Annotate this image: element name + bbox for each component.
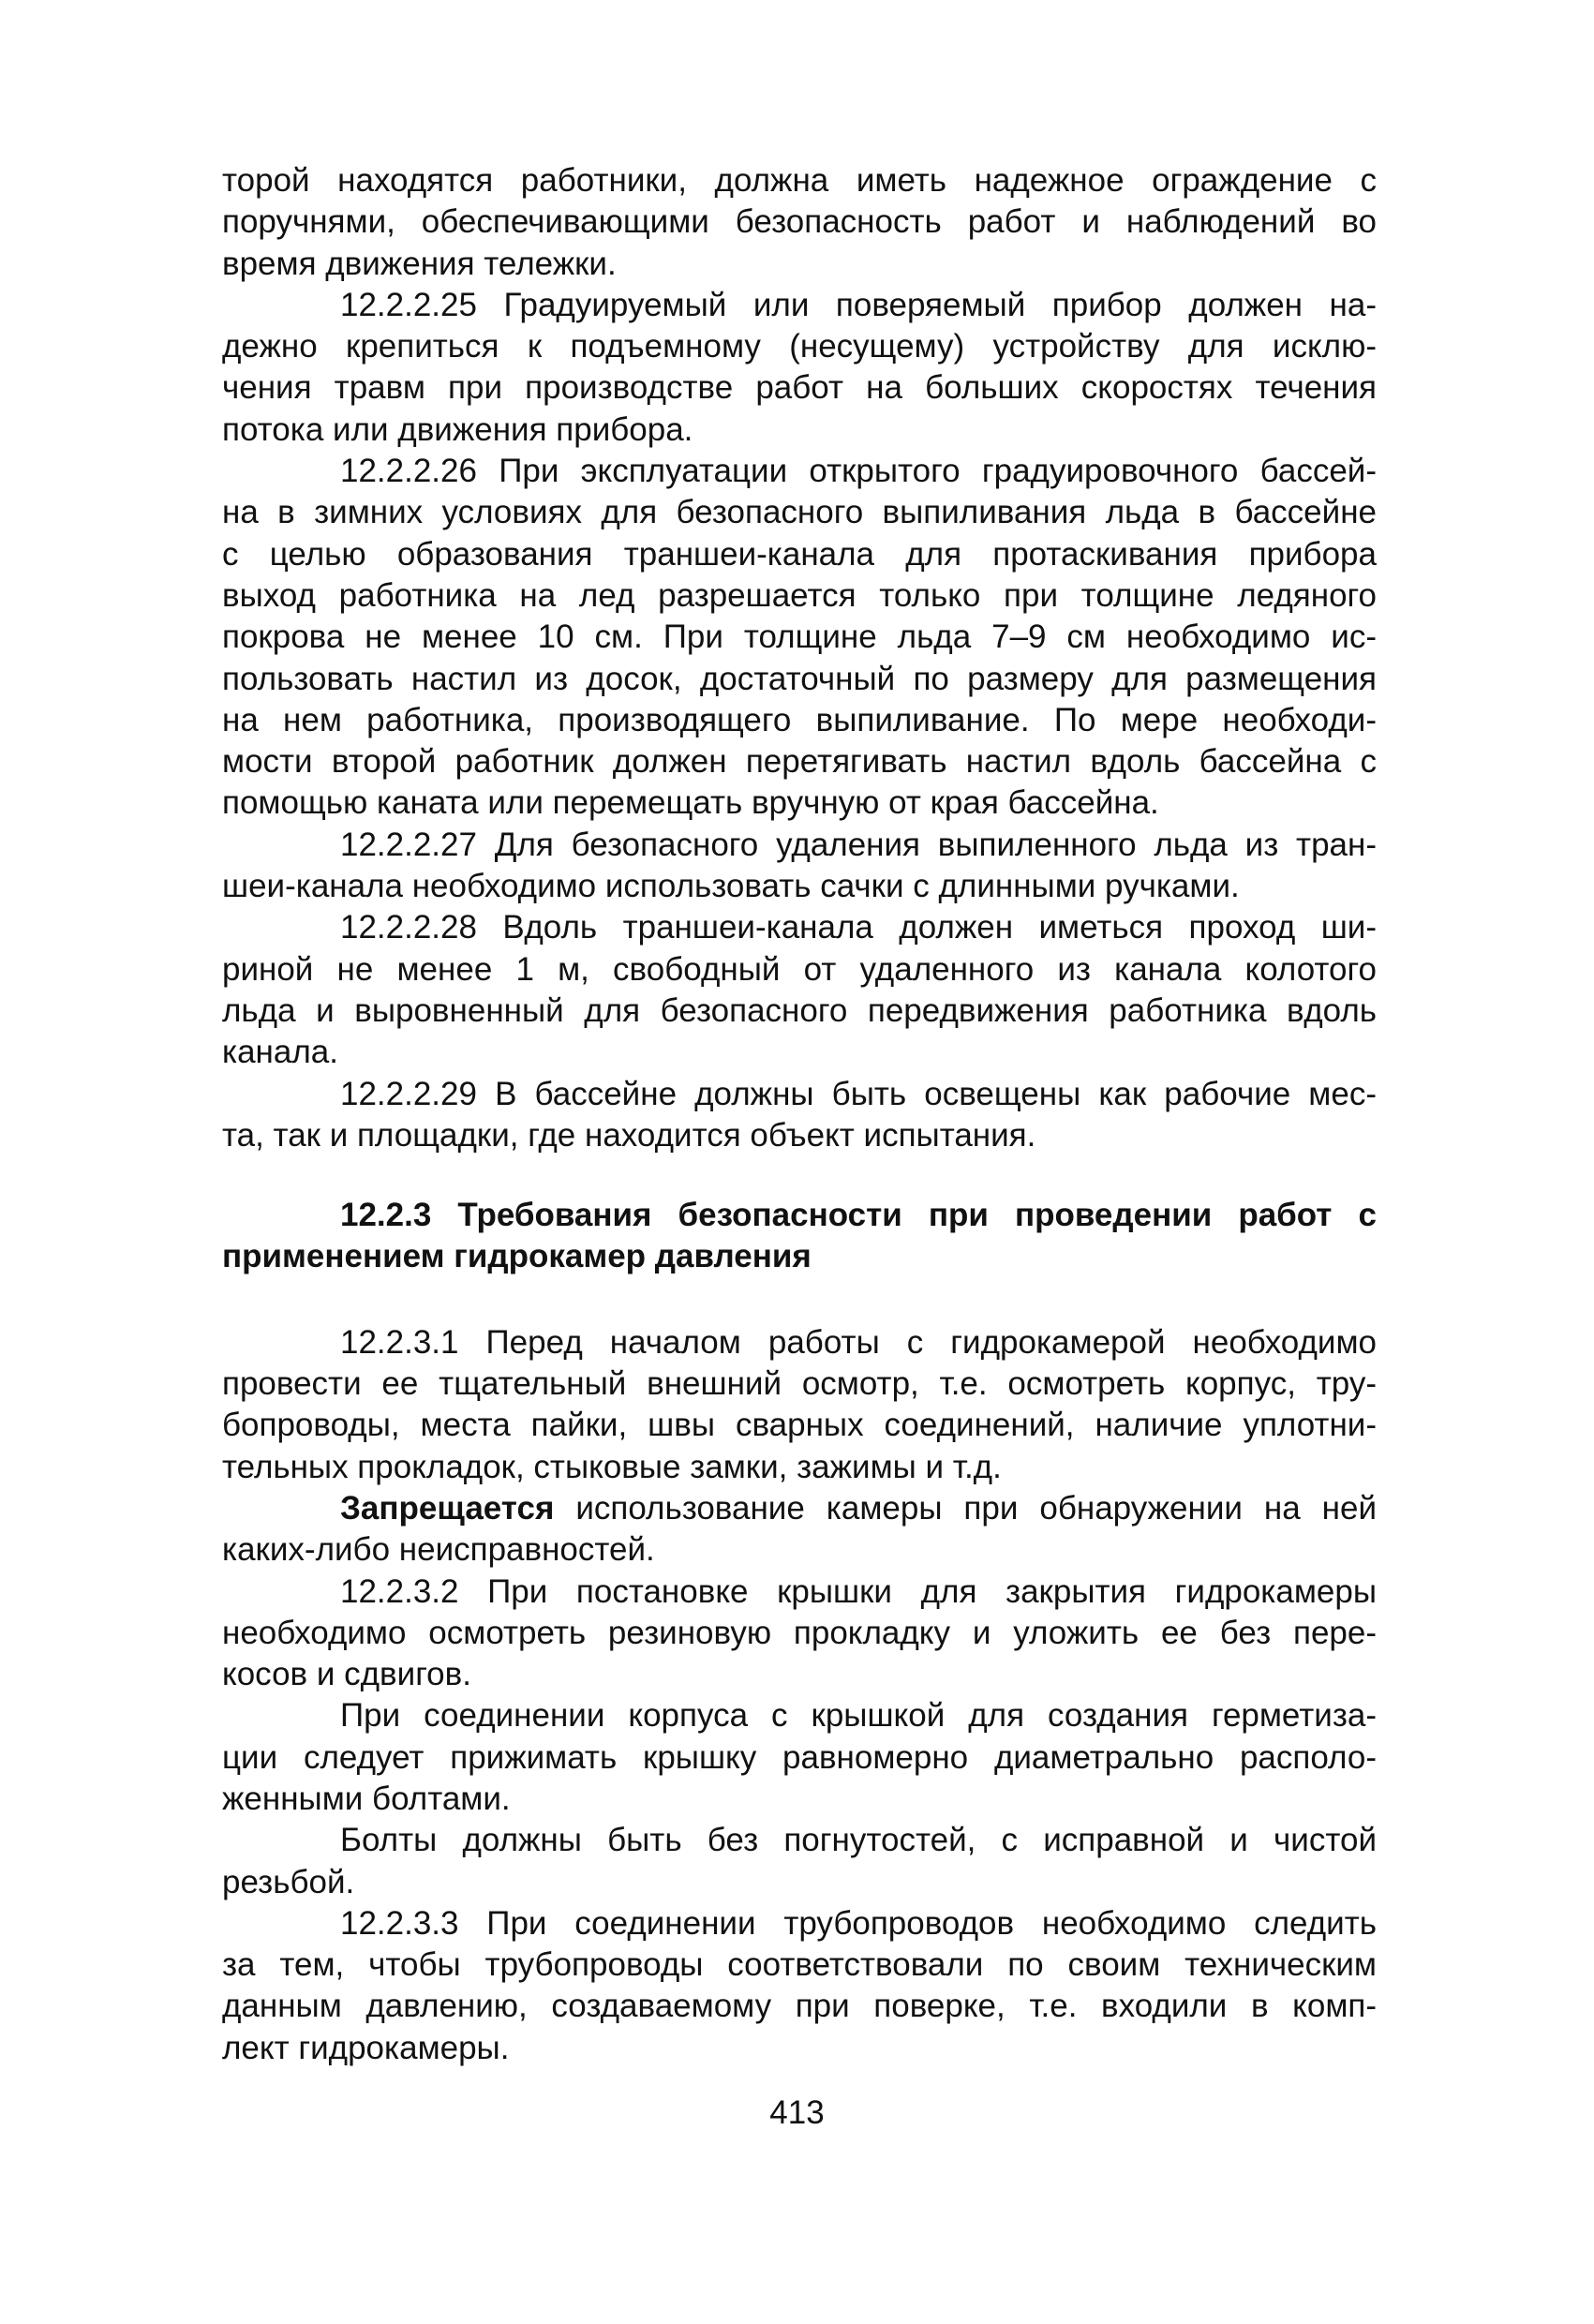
text-line: канала. [222,1034,338,1071]
paragraph [222,1322,1377,1488]
text-line: мости второй работник должен перетягивать настил вдоль бассейна с [222,743,1377,781]
text-line: торой находятся работники, должна иметь надежное ограждение с [222,162,1377,199]
text-line: покрова не менее 10 см. При толщине льда 7–9 см необходимо ис- [222,618,1377,656]
text-line: При соединении корпуса с крышкой для создания герметиза- [340,1697,1377,1735]
paragraph [222,1488,1377,1572]
text-line: шеи-канала необходимо использовать сачки с длинными ручками. [222,868,1240,905]
text-line: дежно крепиться к подъемному (несущему) устройству для исклю- [222,328,1377,365]
bold-lead: Запрещается [340,1489,555,1527]
text-line: косов и сдвигов. [222,1656,471,1693]
text-line: помощью каната или перемещать вручную от края бассейна. [222,784,1159,822]
paragraph [222,1695,1377,1820]
text-line: за тем, чтобы трубопроводы соответствовали по своим техническим [222,1946,1377,1984]
text-line [222,1488,1377,1529]
text-line: на в зимних условиях для безопасного выпиливания льда в бассейне [222,494,1377,531]
text-line: 12.2.3 Требования безопасности при проведении работ с [340,1197,1377,1234]
text-line: 12.2.2.29 В бассейне должны быть освещены как рабочие мес- [340,1075,1377,1112]
text-line: пользовать настил из досок, достаточный по размеру для размещения [222,660,1377,697]
text-line: льда и выровненный для безопасного передвижения работника вдоль [222,991,1377,1029]
text-line: риной не менее 1 м, свободный от удаленного из канала колотого [222,950,1377,988]
text-line: резьбой. [222,1863,355,1900]
text-line: с целью образования траншеи-канала для протаскивания прибора [222,535,1377,573]
paragraph [222,825,1377,908]
paragraph [222,451,1377,825]
text-line: 12.2.3.3 При соединении трубопроводов необходимо следить [340,1904,1377,1942]
text-line: потока или движения прибора. [222,410,693,448]
paragraph [222,285,1377,451]
text-line: ции следует прижимать крышку равномерно диаметрально располо- [222,1738,1377,1776]
text-line: поручнями, обеспечивающими безопасность работ и наблюдений во [222,203,1377,241]
section-heading [222,1195,1377,1278]
text-line: бопроводы, места пайки, швы сварных соединений, наличие уплотни- [222,1407,1377,1444]
text-line: выход работника на лед разрешается только при толщине ледяного [222,576,1377,614]
text-line: 12.2.2.27 Для безопасного удаления выпиленного льда из тран- [340,826,1377,863]
line-text: использование камеры при обнаружении на ней [554,1489,1377,1527]
text-line: 12.2.2.28 Вдоль траншеи-канала должен иметься проход ши- [340,909,1377,946]
paragraph [222,1074,1377,1157]
text-line: применением гидрокамер давления [222,1238,812,1275]
paragraph [222,160,1377,285]
document-body [222,160,1377,2069]
text-line: данным давлению, создаваемому при поверке, т.е. входили в комп- [222,1988,1377,2025]
text-line: Болты должны быть без погнутостей, с исправной и чистой [340,1822,1377,1859]
text-line: тельных прокладок, стыковые замки, зажимы и т.д. [222,1448,1002,1485]
text-line: необходимо осмотреть резиновую прокладку и уложить ее без пере- [222,1614,1377,1651]
paragraph [222,1820,1377,1903]
text-line: 12.2.3.2 При постановке крышки для закрытия гидрокамеры [340,1572,1377,1610]
text-line: лект гидрокамеры. [222,2029,510,2066]
paragraph [222,907,1377,1073]
text-line: та, так и площадки, где находится объект испытания. [222,1116,1036,1154]
text-line: провести ее тщательный внешний осмотр, т.е. осмотреть корпус, тру- [222,1365,1377,1403]
paragraph [222,1903,1377,2069]
text-line: чения травм при производстве работ на больших скоростях течения [222,369,1377,407]
text-line: женными болтами. [222,1780,511,1817]
text-line: 12.2.2.26 При эксплуатации открытого градуировочного бассей- [340,453,1377,490]
text-line: 12.2.3.1 Перед началом работы с гидрокамерой необходимо [340,1323,1377,1361]
text-line: время движения тележки. [222,245,617,282]
text-line: на нем работника, производящего выпиливание. По мере необходи- [222,701,1377,738]
text-line: каких-либо неисправностей. [222,1531,655,1569]
paragraph [222,1572,1377,1696]
page-number: 413 [769,2094,825,2131]
text-line: 12.2.2.25 Градуируемый или поверяемый прибор должен на- [340,286,1377,323]
